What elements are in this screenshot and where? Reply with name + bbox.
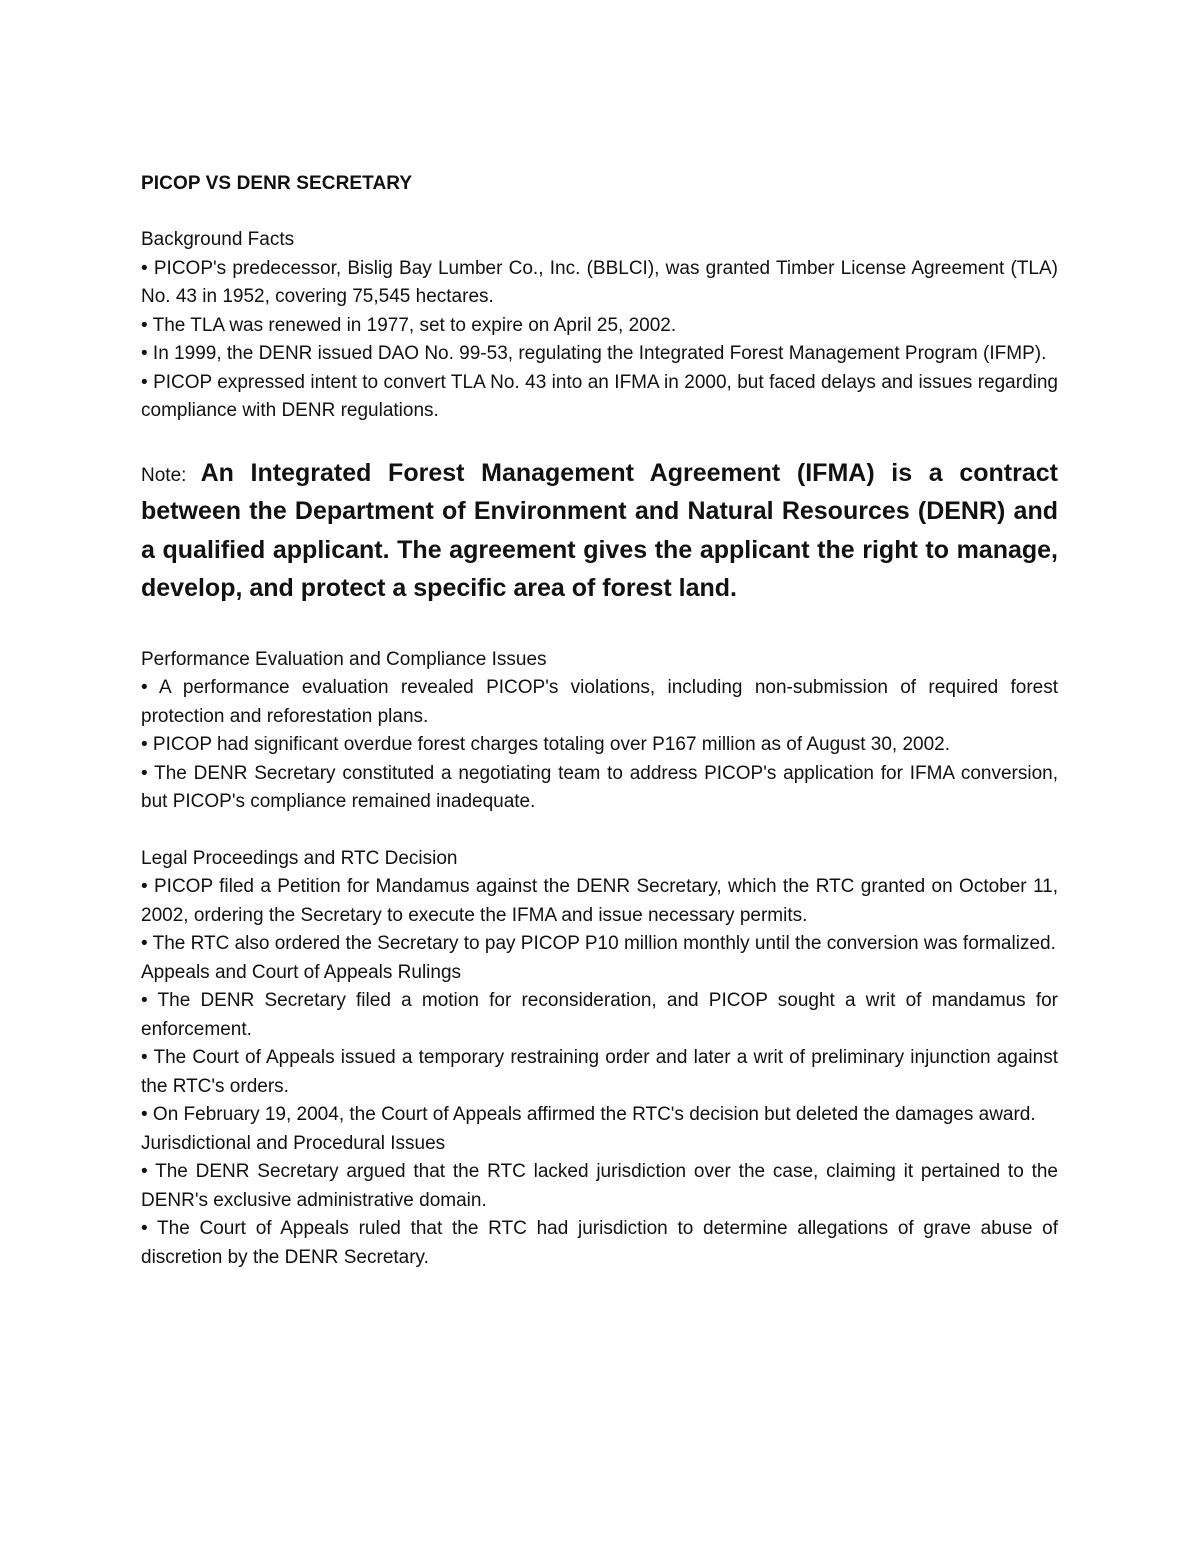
section-performance-evaluation — [141, 646, 1058, 817]
note-label: Note: — [141, 464, 187, 486]
document-title: PICOP VS DENR SECRETARY — [141, 173, 413, 194]
bullet-item: • The DENR Secretary filed a motion for reconsideration, and PICOP sought a writ of mandamus for enforcement. — [141, 990, 1058, 1040]
bullet-item: • On February 19, 2004, the Court of Appeals affirmed the RTC's decision but deleted the damages award. — [141, 1104, 1036, 1125]
bullet-item: • The Court of Appeals issued a temporary restraining order and later a writ of preliminary injunction against the RTC's orders. — [141, 1047, 1058, 1097]
bullet-item: • PICOP expressed intent to convert TLA No. 43 into an IFMA in 2000, but faced delays and issues regarding compliance with DENR regulations. — [141, 371, 1058, 421]
bullet-item: • The DENR Secretary constituted a negotiating team to address PICOP's application for IFMA conversion, but PICOP's compliance remained inadequate. — [141, 762, 1058, 812]
bullet-item: • The RTC also ordered the Secretary to pay PICOP P10 million monthly until the conversion was formalized. — [141, 933, 1056, 954]
section-heading: Appeals and Court of Appeals Rulings — [141, 961, 462, 983]
bullet-item: • In 1999, the DENR issued DAO No. 99-53, regulating the Integrated Forest Management Program (IFMP). — [141, 343, 1047, 364]
bullet-item: • The TLA was renewed in 1977, set to expire on April 25, 2002. — [141, 314, 677, 336]
note-paragraph — [141, 456, 1058, 610]
section-legal-proceedings — [141, 845, 1058, 959]
bullet-item: • The DENR Secretary argued that the RTC lacked jurisdiction over the case, claiming it pertained to the DENR's exclusive administrative domain. — [141, 1161, 1058, 1211]
section-background-facts — [141, 226, 1058, 426]
bullet-item: • PICOP had significant overdue forest charges totaling over P167 million as of August 30, 2002. — [141, 734, 951, 755]
bullet-item: • A performance evaluation revealed PICOP's violations, including non-submission of required forest protection and reforestation plans. — [141, 677, 1058, 727]
document-page — [141, 170, 1058, 1272]
section-heading: Background Facts — [141, 229, 295, 250]
section-jurisdictional — [141, 1130, 1058, 1273]
bullet-item: • PICOP's predecessor, Bislig Bay Lumber Co., Inc. (BBLCI), was granted Timber License Agreement (TLA) No. 43 in 1952, covering 75,545 hectares. — [141, 257, 1058, 307]
bullet-item: • The Court of Appeals ruled that the RTC had jurisdiction to determine allegations of grave abuse of discretion by the DENR Secretary. — [141, 1218, 1058, 1268]
note-text: An Integrated Forest Management Agreement (IFMA) is a contract between the Department of Environment and Natural Resources (DENR) and a qualified applicant. The agreement gives the applicant the right to manage, develop, and protect a specific area of forest land. — [141, 458, 1058, 602]
section-appeals — [141, 959, 1058, 1130]
section-heading: Jurisdictional and Procedural Issues — [141, 1132, 446, 1154]
section-heading: Legal Proceedings and RTC Decision — [141, 847, 458, 869]
section-heading: Performance Evaluation and Compliance Issues — [141, 648, 547, 670]
bullet-item: • PICOP filed a Petition for Mandamus against the DENR Secretary, which the RTC granted on October 11, 2002, ordering the Secretary to execute the IFMA and issue necessary permits. — [141, 876, 1058, 926]
